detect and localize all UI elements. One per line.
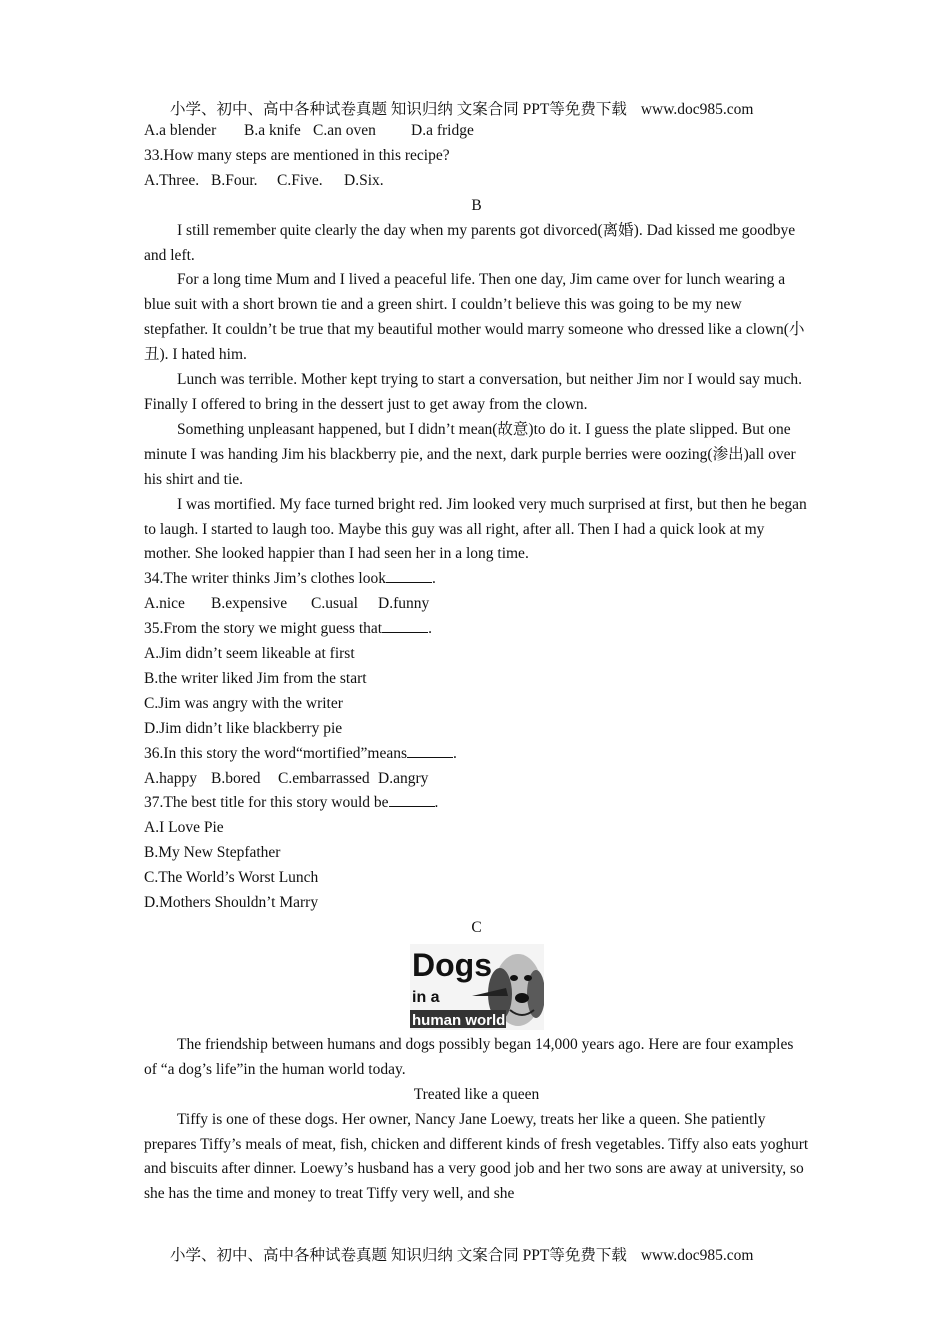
page-header: [170, 97, 790, 119]
section-b-paragraph: Lunch was terrible. Mother kept trying to start a conversation, but neither Jim nor I would say much. Finally I offered to bring in the dessert just to get away from the clown.: [144, 371, 803, 413]
q35-option-b[interactable]: B.the writer liked Jim from the start: [144, 669, 367, 687]
q37-option-b[interactable]: B.My New Stepfather: [144, 844, 281, 862]
section-c-subtitle: Treated like a queen: [413, 1085, 540, 1103]
section-c-paragraph: Tiffy is one of these dogs. Her owner, Nancy Jane Loewy, treats her like a queen. She patiently prepares Tiffy’s meals of meat, fish, chicken and different kinds of fresh vegetables. Tiffy also eats yoghurt and biscuits after dinner. Loewy’s husband has a very good job and her two sons are away at university, so she has the time and money to treat Tiffy very well, and she: [144, 1110, 809, 1203]
section-b-label: B: [471, 196, 482, 214]
q33-option-b[interactable]: B.Four.: [211, 171, 258, 189]
q32-option-d[interactable]: D.a fridge: [411, 122, 474, 139]
q36-options: [144, 767, 809, 792]
q32-option-b[interactable]: B.a knife: [244, 122, 301, 139]
q34-options: [144, 592, 809, 617]
q36-question: 36.In this story the word“mortified”means .: [144, 744, 457, 762]
section-c-label: C: [471, 919, 482, 936]
section-b-paragraph: For a long time Mum and I lived a peaceful life. Then one day, Jim came over for lunch wearing a blue suit with a short brown tie and a green shirt. I couldn’t believe this was going to be my new stepfather. It couldn’t be true that my beautiful mother would marry someone who dressed like a clown(小丑). I hated him.: [144, 271, 805, 364]
q37-question: 37.The best title for this story would be .: [144, 794, 439, 812]
q36-option-b[interactable]: B.bored: [211, 769, 261, 787]
q37-option-c[interactable]: C.The World’s Worst Lunch: [144, 869, 319, 887]
q32-options: [144, 119, 809, 144]
q32-option-a[interactable]: A.a blender: [144, 122, 217, 139]
document-body: [144, 119, 809, 1207]
footer-site[interactable]: www.doc985.com: [640, 1247, 754, 1264]
q33-option-d[interactable]: D.Six.: [344, 171, 384, 189]
answer-blank: [382, 618, 428, 633]
q37-option-d[interactable]: D.Mothers Shouldn’t Marry: [144, 894, 319, 912]
q35-stem: 35.From the story we might guess that: [144, 620, 383, 638]
answer-blank: [389, 792, 435, 807]
q34-question: 34.The writer thinks Jim’s clothes look .: [144, 570, 436, 588]
q36-option-c[interactable]: C.embarrassed: [278, 769, 370, 787]
answer-blank: [407, 743, 453, 758]
logo-line-1: Dogs: [411, 946, 492, 983]
q37-stem: 37.The best title for this story would be: [144, 794, 389, 812]
q35-option-c[interactable]: C.Jim was angry with the writer: [144, 694, 343, 712]
q34-option-b[interactable]: B.expensive: [211, 595, 288, 613]
dogs-logo-container: [144, 941, 809, 1033]
section-c-intro: The friendship between humans and dogs possibly began 14,000 years ago. Here are four examples of “a dog’s life”in the human world today.: [144, 1035, 794, 1078]
q37-option-a[interactable]: A.I Love Pie: [144, 819, 224, 837]
section-b-paragraph: I still remember quite clearly the day when my parents got divorced(离婚). Dad kissed me goodbye and left.: [144, 221, 796, 264]
logo-line-3: human world: [411, 1011, 505, 1029]
dogs-in-a-human-world-logo: [410, 944, 544, 1030]
q34-option-d[interactable]: D.funny: [378, 595, 430, 613]
footer-text: 小学、初中、高中各种试卷真题 知识归纳 文案合同 PPT等免费下载: [170, 1247, 627, 1264]
q35-option-d[interactable]: D.Jim didn’t like blackberry pie: [144, 719, 343, 737]
header-text: 小学、初中、高中各种试卷真题 知识归纳 文案合同 PPT等免费下载: [170, 101, 627, 118]
q33-option-a[interactable]: A.Three.: [144, 171, 200, 189]
q32-option-c[interactable]: C.an oven: [313, 122, 376, 139]
logo-line-2: in a: [411, 988, 440, 1006]
answer-blank: [386, 568, 432, 583]
header-site[interactable]: www.doc985.com: [640, 101, 754, 118]
q34-option-a[interactable]: A.nice: [144, 595, 185, 613]
page-footer: [170, 1243, 790, 1265]
q33-stem: 33.How many steps are mentioned in this recipe?: [144, 146, 450, 164]
q33-options: [144, 169, 809, 194]
section-b-paragraph: Something unpleasant happened, but I didn’t mean(故意)to do it. I guess the plate slipped. But one minute I was handing Jim his blackberry pie, and the next, dark purple berries were oozing(渗出)all over his shirt and tie.: [144, 420, 796, 488]
q36-option-a[interactable]: A.happy: [144, 769, 197, 787]
section-b-paragraph: I was mortified. My face turned bright red. Jim looked very much surprised at first, but then he began to laugh. I started to laugh too. Maybe this guy was all right, after all. Then I had a quick look at my mother. She looked happier than I had seen her in a long time.: [144, 495, 807, 563]
q34-stem: 34.The writer thinks Jim’s clothes look: [144, 570, 386, 588]
q36-stem: 36.In this story the word“mortified”means: [144, 744, 408, 762]
q35-question: 35.From the story we might guess that .: [144, 620, 432, 638]
q33-option-c[interactable]: C.Five.: [277, 171, 323, 189]
q36-option-d[interactable]: D.angry: [378, 769, 429, 787]
q35-option-a[interactable]: A.Jim didn’t seem likeable at first: [144, 645, 355, 663]
q34-option-c[interactable]: C.usual: [311, 595, 358, 613]
